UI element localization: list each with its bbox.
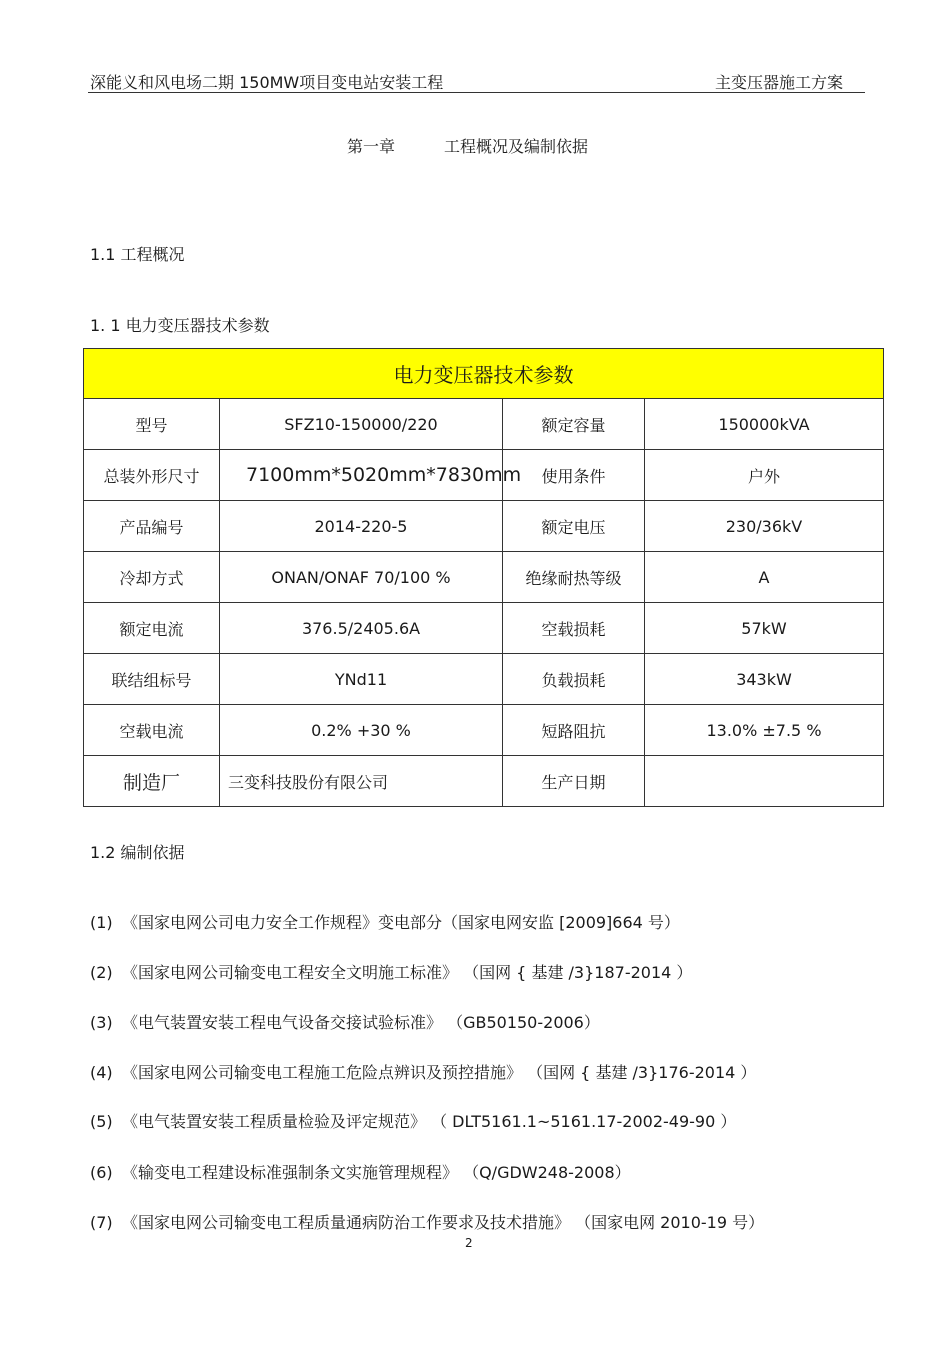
- table-value-cell: 150000kVA: [645, 399, 884, 450]
- table-label-cell: 额定电流: [84, 603, 220, 654]
- table-label-cell: 联结组标号: [84, 654, 220, 705]
- page-number: 2: [465, 1236, 473, 1250]
- reference-item: [90, 1160, 631, 1183]
- reference-number: (4): [90, 1063, 113, 1082]
- reference-number: (2): [90, 963, 113, 982]
- table-value-cell: 7100mm*5020mm*7830mm: [220, 450, 503, 501]
- section-heading-1-1-1: 1. 1 电力变压器技术参数: [90, 316, 270, 335]
- table-label-cell: 冷却方式: [84, 552, 220, 603]
- table-row: [84, 501, 884, 552]
- table-value-cell: 户外: [645, 450, 884, 501]
- table-value-cell: ONAN/ONAF 70/100 %: [220, 552, 503, 603]
- reference-text: 《国家电网公司电力安全工作规程》变电部分（国家电网安监 [2009]664 号）: [122, 913, 680, 932]
- table-value-cell: SFZ10-150000/220: [220, 399, 503, 450]
- table-label-cell: 总装外形尺寸: [84, 450, 220, 501]
- header-divider: [88, 92, 865, 93]
- table-value-cell: A: [645, 552, 884, 603]
- table-value-cell: 三变科技股份有限公司: [220, 756, 503, 807]
- reference-item: [90, 1210, 764, 1233]
- table-value-cell: 0.2% +30 %: [220, 705, 503, 756]
- section-heading-1-1: 1.1 工程概况: [90, 245, 185, 264]
- reference-text: 《国家电网公司输变电工程施工危险点辨识及预控措施》 （国网 { 基建 /3}176-2014 ）: [122, 1063, 757, 1082]
- reference-item: [90, 1060, 756, 1083]
- reference-number: (3): [90, 1013, 113, 1032]
- table-label-cell: 绝缘耐热等级: [503, 552, 645, 603]
- table-label-cell: 空载损耗: [503, 603, 645, 654]
- table-label-cell: 负载损耗: [503, 654, 645, 705]
- table-label-cell: 产品编号: [84, 501, 220, 552]
- reference-number: (7): [90, 1213, 113, 1232]
- transformer-spec-table: [83, 348, 884, 807]
- header-project-title: 深能义和风电场二期 150MW项目变电站安装工程: [90, 73, 444, 92]
- table-row: [84, 705, 884, 756]
- reference-text: 《电气装置安装工程质量检验及评定规范》 （ DLT5161.1~5161.17-2002-49-90 ）: [122, 1112, 737, 1131]
- reference-number: (5): [90, 1112, 113, 1131]
- table-row: [84, 603, 884, 654]
- table-value-cell: 376.5/2405.6A: [220, 603, 503, 654]
- table-title: 电力变压器技术参数: [84, 349, 884, 399]
- reference-item: [90, 1109, 736, 1132]
- reference-text: 《电气装置安装工程电气设备交接试验标准》 （GB50150-2006）: [122, 1013, 600, 1032]
- reference-item: [90, 910, 680, 933]
- table-value-cell: YNd11: [220, 654, 503, 705]
- table-row: [84, 654, 884, 705]
- table-row: [84, 399, 884, 450]
- reference-number: (1): [90, 913, 113, 932]
- reference-text: 《国家电网公司输变电工程质量通病防治工作要求及技术措施》 （国家电网 2010-19 号）: [122, 1213, 765, 1232]
- header-document-title: 主变压器施工方案: [715, 73, 844, 92]
- table-row: [84, 552, 884, 603]
- table-value-cell: 57kW: [645, 603, 884, 654]
- table-label-cell: 额定电压: [503, 501, 645, 552]
- table-value-cell: 13.0% ±7.5 %: [645, 705, 884, 756]
- reference-text: 《输变电工程建设标准强制条文实施管理规程》 （Q/GDW248-2008）: [122, 1163, 631, 1182]
- table-value-cell: 230/36kV: [645, 501, 884, 552]
- chapter-title: 工程概况及编制依据: [444, 137, 589, 156]
- reference-item: [90, 960, 692, 983]
- reference-number: (6): [90, 1163, 113, 1182]
- table-row: [84, 756, 884, 807]
- chapter-number: 第一章: [347, 137, 396, 156]
- table-label-cell: 空载电流: [84, 705, 220, 756]
- table-title-row: [84, 349, 884, 399]
- reference-text: 《国家电网公司输变电工程安全文明施工标准》 （国网 { 基建 /3}187-2014 ）: [122, 963, 693, 982]
- table-label-cell: 型号: [84, 399, 220, 450]
- reference-item: [90, 1010, 600, 1033]
- table-value-cell: [645, 756, 884, 807]
- table-label-cell: 短路阻抗: [503, 705, 645, 756]
- table-label-cell: 使用条件: [503, 450, 645, 501]
- table-label-cell: 生产日期: [503, 756, 645, 807]
- table-value-cell: 343kW: [645, 654, 884, 705]
- table-label-cell: 制造厂: [84, 756, 220, 807]
- table-row: [84, 450, 884, 501]
- section-heading-1-2: 1.2 编制依据: [90, 843, 185, 862]
- table-value-cell: 2014-220-5: [220, 501, 503, 552]
- table-label-cell: 额定容量: [503, 399, 645, 450]
